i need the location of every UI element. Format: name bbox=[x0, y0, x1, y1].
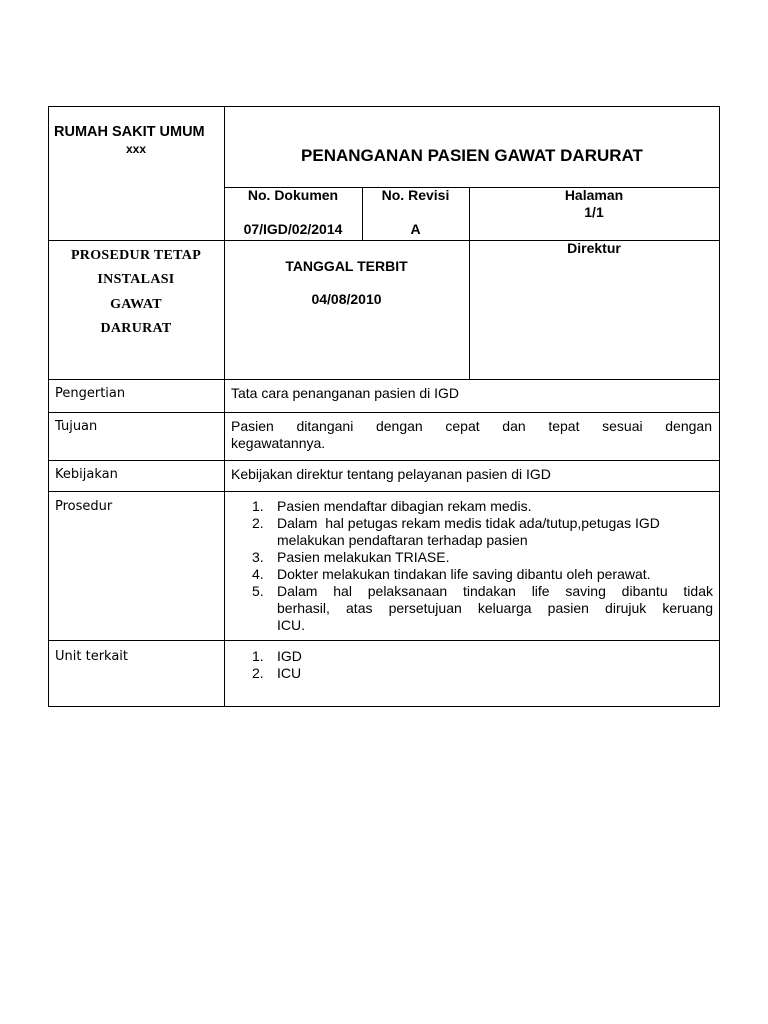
pengertian-label: Pengertian bbox=[55, 386, 126, 401]
page-label: Halaman bbox=[564, 187, 624, 203]
prosedur-list bbox=[252, 498, 713, 634]
list-item: 5. Dalam hal pelaksanaan tindakan life saving dibantu tidak berhasil, atas persetujuan keluarga pasien dirujuk keruang ICU. bbox=[252, 583, 713, 633]
kebijakan-label: Kebijakan bbox=[55, 467, 118, 482]
revision-value: A bbox=[410, 221, 421, 237]
page-value: 1/1 bbox=[584, 204, 604, 220]
list-item: 2. ICU bbox=[252, 665, 302, 681]
doc-no-label: No. Dokumen bbox=[247, 187, 339, 203]
border-top bbox=[48, 106, 720, 107]
row-divider-1 bbox=[48, 412, 720, 413]
pengertian-text: Tata cara penanganan pasien di IGD bbox=[231, 385, 460, 401]
row-divider-4 bbox=[48, 640, 720, 641]
protap-divider bbox=[48, 379, 720, 380]
revision-label: No. Revisi bbox=[381, 187, 450, 203]
tujuan-line-2: kegawatannya. bbox=[231, 435, 326, 451]
list-item: 4. Dokter melakukan tindakan life saving dibantu oleh perawat. bbox=[252, 566, 651, 582]
border-left bbox=[48, 106, 49, 707]
sop-document bbox=[48, 106, 720, 707]
issue-date-value: 04/08/2010 bbox=[311, 291, 382, 307]
protap-line-4: DARURAT bbox=[100, 321, 172, 336]
list-item: 2. Dalam hal petugas rekam medis tidak ada/tutup,petugas IGD melakukan pendaftaran terhadap pasien bbox=[252, 515, 660, 548]
border-bottom bbox=[48, 706, 720, 707]
row-divider-3 bbox=[48, 491, 720, 492]
tujuan-line-1: Pasien ditangani dengan cepat dan tepat sesuai dengan bbox=[231, 418, 712, 434]
prosedur-label: Prosedur bbox=[55, 499, 113, 514]
unit-terkait-label: Unit terkait bbox=[55, 649, 129, 664]
issue-date-label: TANGGAL TERBIT bbox=[285, 258, 408, 274]
unit-terkait-list bbox=[252, 648, 713, 682]
protap-line-1: PROSEDUR TETAP bbox=[70, 248, 202, 263]
hospital-name: RUMAH SAKIT UMUM bbox=[54, 124, 205, 140]
protap-line-3: GAWAT bbox=[110, 297, 162, 312]
list-item: 1. IGD bbox=[252, 648, 302, 664]
document-title: PENANGANAN PASIEN GAWAT DARURAT bbox=[301, 146, 643, 165]
doc-no-value: 07/IGD/02/2014 bbox=[243, 221, 343, 237]
list-item: 1. Pasien mendaftar dibagian rekam medis. bbox=[252, 498, 532, 514]
director-label: Direktur bbox=[567, 240, 621, 256]
row-divider-2 bbox=[48, 460, 720, 461]
kebijakan-text: Kebijakan direktur tentang pelayanan pasien di IGD bbox=[231, 466, 551, 482]
border-right bbox=[719, 106, 720, 707]
list-item: 3. Pasien melakukan TRIASE. bbox=[252, 549, 450, 565]
hospital-sub: xxx bbox=[125, 142, 147, 156]
tujuan-label: Tujuan bbox=[55, 419, 98, 434]
protap-line-2: INSTALASI bbox=[97, 272, 175, 287]
